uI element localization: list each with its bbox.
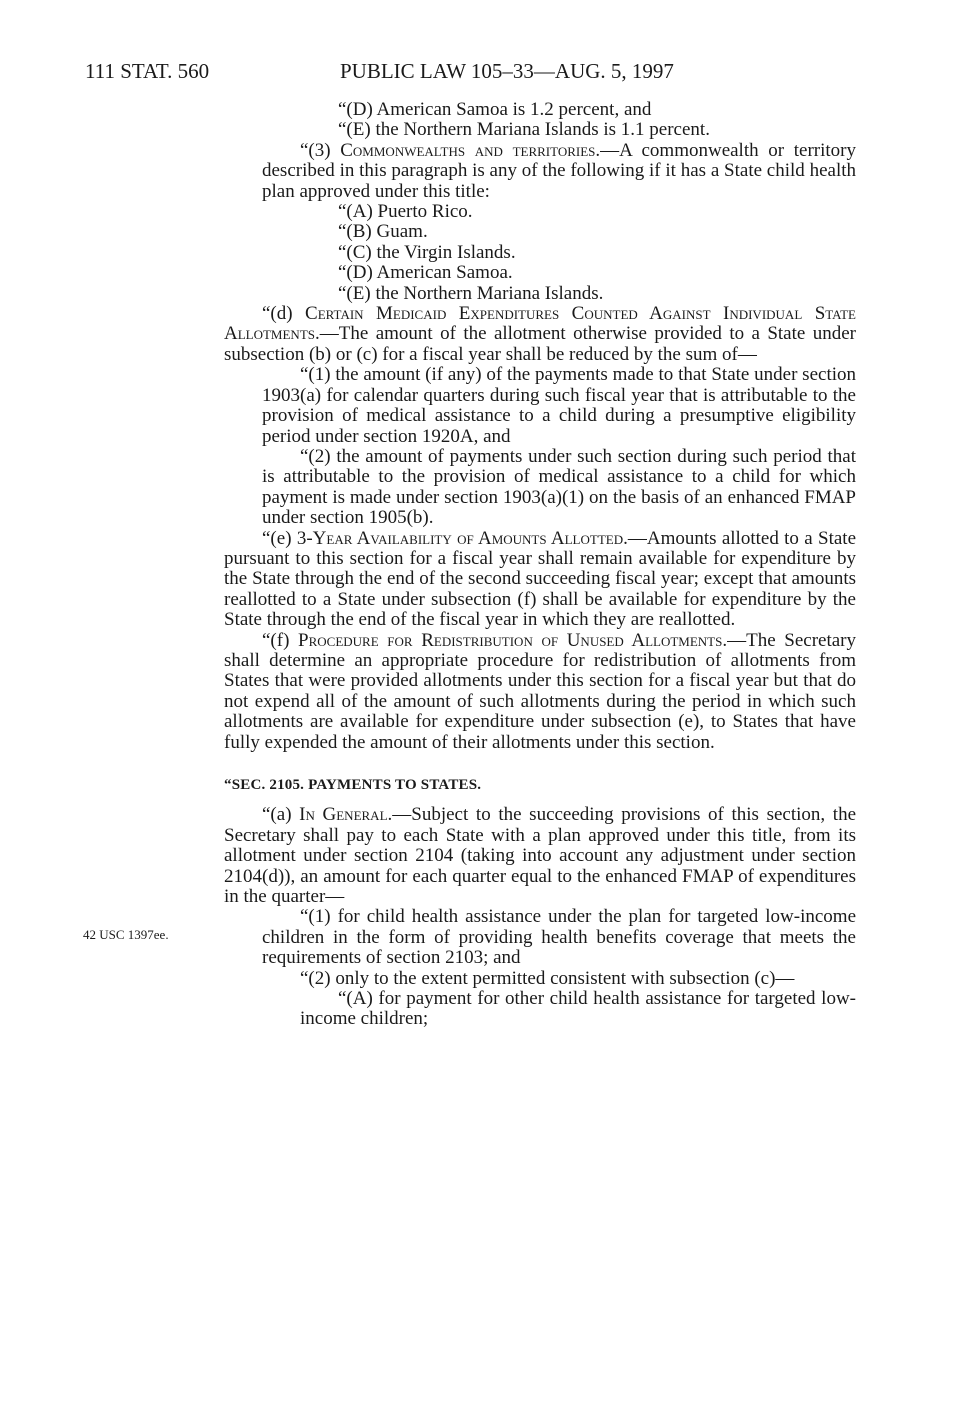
territory-puerto-rico: “(A) Puerto Rico. bbox=[338, 201, 473, 223]
territory-american-samoa: “(D) American Samoa. bbox=[338, 262, 513, 284]
statute-page-number: 111 STAT. 560 bbox=[85, 59, 210, 83]
subsection-a: “(a) In General.—Subject to the succeeding provisions of this section, the Secretary shall pay to each State with a plan approved under this title, from its allotment under section 2104 (taking into account any adjustment under section 2104(d)), an amount for each quarter equal to the enhanced FMAP of expenditures in the quarter— bbox=[224, 804, 856, 908]
subsection-d-heading: Certain Medicaid Expenditures Counted Against Individual State Allotments. bbox=[224, 303, 857, 345]
section-2105-heading: “SEC. 2105. PAYMENTS TO STATES. bbox=[224, 777, 482, 793]
territory-northern-mariana: “(E) the Northern Mariana Islands. bbox=[338, 282, 604, 304]
territory-virgin-islands: “(C) the Virgin Islands. bbox=[338, 241, 516, 263]
usc-margin-note: 42 USC 1397ee. bbox=[83, 927, 169, 942]
subsection-a-2: “(2) only to the extent permitted consistent with subsection (c)— bbox=[300, 967, 795, 989]
subsection-d-1: “(1) the amount (if any) of the payments made to that State under section 1903(a) for calendar quarters during such fiscal year that is attributable to the provision of medical assistance to a child during a presumptive eligibility period under section 1920A, and bbox=[262, 364, 856, 447]
subsection-e-heading: 3-Year Availability of Amounts Allotted. bbox=[296, 527, 628, 549]
document-body bbox=[224, 100, 856, 1030]
subsection-a-1: “(1) for child health assistance under the plan for targeted low-income children in the form of providing health benefits coverage that meets the requirements of section 2103; and bbox=[262, 906, 856, 969]
paragraph-3-heading: Commonwealths and territories. bbox=[340, 139, 601, 161]
subsection-a-heading: In General. bbox=[299, 804, 393, 826]
page-header bbox=[0, 59, 954, 89]
paragraph-d-samoa: “(D) American Samoa is 1.2 percent, and bbox=[338, 99, 652, 120]
subsection-a-2-A: “(A) for payment for other child health assistance for targeted low-income children; bbox=[300, 988, 856, 1030]
subsection-d-2: “(2) the amount of payments under such section during such period that is attributable to the provision of medical assistance to a child for which payment is made under section 1903(a)(1) on the basis of an enhanced FMAP under section 1905(b). bbox=[262, 445, 856, 529]
subsection-d: “(d) Certain Medicaid Expenditures Counted Against Individual State Allotments.—The amount of the allotment otherwise provided to a State under subsection (b) or (c) for a fiscal year shall be reduced by the sum of— bbox=[224, 303, 857, 365]
subsection-e: “(e) 3-Year Availability of Amounts Allotted.—Amounts allotted to a State pursuant to this section for a fiscal year shall remain available for expenditure by the State through the end of the second succeeding fiscal year; except that amounts reallotted to a State under subsection (f) shall be available for expenditure by the State through the end of the fiscal year in which they are reallotted. bbox=[224, 527, 857, 631]
subsection-f-heading: Procedure for Redistribution of Unused Allotments. bbox=[298, 629, 728, 651]
public-law-citation: PUBLIC LAW 105–33—AUG. 5, 1997 bbox=[340, 59, 674, 83]
paragraph-3-commonwealths: “(3) Commonwealths and territories.—A commonwealth or territory described in this paragraph is any of the following if it has a State child health plan approved under this title: bbox=[262, 139, 857, 202]
territory-guam: “(B) Guam. bbox=[338, 221, 428, 243]
subsection-f: “(f) Procedure for Redistribution of Unused Allotments.—The Secretary shall determine an appropriate procedure for redistribution of allotments from States that were provided allotments under this section for a fiscal year but that do not expend all of the amount of such allotments during the period in which such allotments are available for expenditure under subsection (e), to States that have fully expended the amount of their allotments under this section. bbox=[224, 629, 856, 753]
paragraph-e-mariana: “(E) the Northern Mariana Islands is 1.1 percent. bbox=[338, 119, 710, 141]
